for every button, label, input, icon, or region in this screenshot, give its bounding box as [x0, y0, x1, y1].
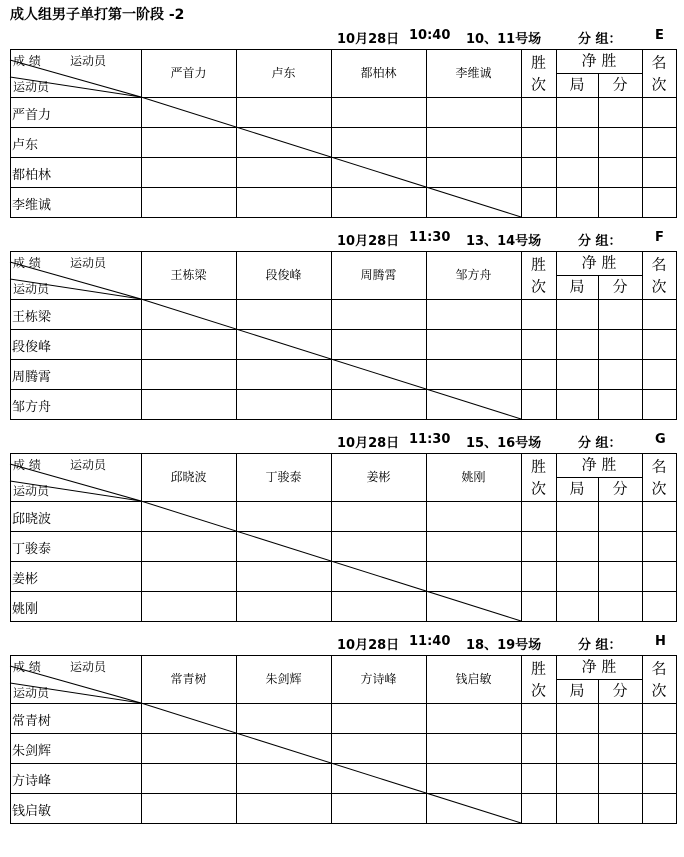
rank-header: 名: [651, 659, 667, 678]
diagonal-lines: [0, 453, 684, 623]
diagonal-lines: [0, 49, 684, 219]
group-E: [0, 25, 684, 225]
diagonal-lines: [0, 251, 684, 421]
wins-header: 次: [530, 277, 547, 296]
group-label: 分 组：: [578, 638, 622, 653]
row-player-name: 邹方舟: [12, 400, 52, 415]
corner-athlete-label-left: 运动员: [13, 484, 50, 498]
diagonal-line: [141, 97, 521, 217]
corner-result-label: 成 绩: [13, 54, 41, 68]
match-date: 10月28日: [337, 234, 400, 249]
row-player-name: 常青树: [12, 714, 52, 729]
wins-header: 胜: [530, 659, 547, 678]
wins-header: 胜: [530, 457, 547, 476]
column-player-name: 方诗峰: [360, 672, 397, 686]
diagonal-line: [141, 501, 521, 621]
column-player-name: 丁骏泰: [265, 470, 302, 484]
group-H: [0, 631, 684, 831]
games-header: 局: [569, 277, 585, 296]
corner-athlete-label-top: 运动员: [70, 256, 107, 270]
match-date: 10月28日: [337, 32, 400, 47]
points-header: 分: [612, 277, 628, 296]
row-player-name: 方诗峰: [12, 774, 52, 789]
group-F: [0, 227, 684, 427]
points-header: 分: [612, 75, 628, 94]
rank-header: 次: [651, 277, 667, 296]
group-label: 分 组：: [578, 436, 622, 451]
column-player-name: 姜彬: [366, 470, 391, 484]
group-header: [0, 227, 684, 251]
games-header: 局: [569, 479, 585, 498]
match-time: 11:40: [409, 634, 451, 649]
column-player-name: 邹方舟: [455, 268, 492, 282]
column-player-name: 段俊峰: [265, 268, 302, 282]
column-player-name: 姚刚: [461, 470, 486, 484]
results-table: [0, 251, 684, 421]
row-player-name: 王栋梁: [12, 310, 52, 325]
group-letter: H: [655, 634, 666, 649]
match-date: 10月28日: [337, 638, 400, 653]
page-title: 成人组男子单打第一阶段 -2: [10, 7, 185, 23]
group-header: [0, 25, 684, 49]
row-player-name: 邱晓波: [12, 512, 52, 527]
results-table: [0, 453, 684, 623]
match-courts: 15、16号场: [466, 436, 542, 451]
diagonal-line: [141, 703, 521, 823]
column-player-name: 严首力: [170, 66, 207, 80]
wins-header: 次: [530, 75, 547, 94]
games-header: 局: [569, 681, 585, 700]
match-time: 10:40: [409, 28, 451, 43]
row-player-name: 周腾霄: [12, 370, 52, 385]
column-player-name: 钱启敏: [455, 672, 492, 686]
match-courts: 13、14号场: [466, 234, 542, 249]
column-player-name: 都柏林: [360, 66, 397, 80]
points-header: 分: [612, 681, 628, 700]
column-player-name: 邱晓波: [170, 470, 207, 484]
corner-athlete-label-left: 运动员: [13, 80, 50, 94]
wins-header: 次: [530, 479, 547, 498]
group-label: 分 组：: [578, 234, 622, 249]
group-letter: F: [655, 230, 664, 245]
results-table: [0, 49, 684, 219]
wins-header: 次: [530, 681, 547, 700]
match-courts: 18、19号场: [466, 638, 542, 653]
corner-athlete-label-top: 运动员: [70, 458, 107, 472]
match-courts: 10、11号场: [466, 32, 542, 47]
column-player-name: 卢东: [271, 66, 296, 80]
match-date: 10月28日: [337, 436, 400, 451]
row-player-name: 严首力: [12, 108, 52, 123]
corner-result-label: 成 绩: [13, 660, 41, 674]
row-player-name: 姚刚: [12, 602, 39, 617]
group-G: [0, 429, 684, 629]
results-table: [0, 655, 684, 825]
diagonal-lines: [0, 655, 684, 825]
row-player-name: 都柏林: [12, 168, 52, 183]
column-player-name: 常青树: [170, 672, 207, 686]
games-header: 局: [569, 75, 585, 94]
diagonal-line: [141, 299, 521, 419]
group-header: [0, 429, 684, 453]
group-letter: G: [655, 432, 666, 447]
group-label: 分 组：: [578, 32, 622, 47]
match-time: 11:30: [409, 230, 451, 245]
rank-header: 次: [651, 75, 667, 94]
wins-header: 胜: [530, 255, 547, 274]
rank-header: 名: [651, 53, 667, 72]
match-time: 11:30: [409, 432, 451, 447]
corner-athlete-label-left: 运动员: [13, 686, 50, 700]
wins-header: 胜: [530, 53, 547, 72]
row-player-name: 李维诚: [12, 198, 52, 213]
net-wins-header: 净 胜: [581, 253, 617, 272]
corner-athlete-label-top: 运动员: [70, 660, 107, 674]
column-player-name: 王栋梁: [170, 268, 207, 282]
row-player-name: 姜彬: [12, 572, 39, 587]
corner-athlete-label-top: 运动员: [70, 54, 107, 68]
corner-athlete-label-left: 运动员: [13, 282, 50, 296]
row-player-name: 丁骏泰: [12, 542, 52, 557]
row-player-name: 钱启敏: [12, 804, 52, 819]
corner-result-label: 成 绩: [13, 458, 41, 472]
net-wins-header: 净 胜: [581, 657, 617, 676]
row-player-name: 段俊峰: [12, 340, 52, 355]
rank-header: 名: [651, 255, 667, 274]
rank-header: 次: [651, 479, 667, 498]
corner-result-label: 成 绩: [13, 256, 41, 270]
net-wins-header: 净 胜: [581, 455, 617, 474]
column-player-name: 李维诚: [455, 66, 492, 80]
column-player-name: 朱剑辉: [265, 672, 302, 686]
net-wins-header: 净 胜: [581, 51, 617, 70]
group-letter: E: [655, 28, 664, 43]
row-player-name: 卢东: [12, 138, 39, 153]
column-player-name: 周腾霄: [360, 268, 397, 282]
points-header: 分: [612, 479, 628, 498]
group-header: [0, 631, 684, 655]
row-player-name: 朱剑辉: [12, 744, 52, 759]
rank-header: 名: [651, 457, 667, 476]
rank-header: 次: [651, 681, 667, 700]
